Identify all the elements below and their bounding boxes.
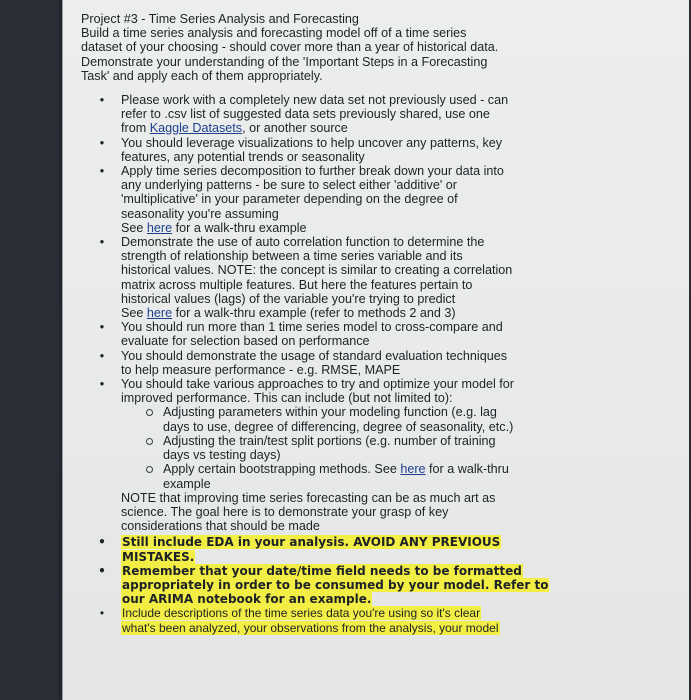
item-line xyxy=(121,306,677,320)
item-line xyxy=(121,121,677,135)
bullet-icon: • xyxy=(99,348,105,363)
item-text: for a walk-thru example (refer to methods 2 and 3) xyxy=(172,306,456,321)
item-line xyxy=(121,550,677,564)
item-line: strength of relationship between a time series variable and its xyxy=(121,249,463,264)
project-title: Project #3 - Time Series Analysis and Forecasting xyxy=(81,12,359,26)
sub-list-item xyxy=(163,405,677,433)
item-line xyxy=(121,592,677,606)
circle-bullet-icon xyxy=(146,438,153,445)
item-line xyxy=(121,535,677,549)
item-text: , or another source xyxy=(242,121,348,136)
item-text: See xyxy=(121,306,147,321)
bullet-icon: • xyxy=(99,164,105,179)
circle-bullet-icon xyxy=(146,409,153,416)
item-line: Adjusting parameters within your modeling function (e.g. lag xyxy=(163,405,497,420)
intro-line: Task' and apply each of them appropriately. xyxy=(81,68,323,83)
circle-bullet-icon xyxy=(146,466,153,473)
list-item xyxy=(99,235,677,321)
highlighted-text: Remember that your date/time field needs to be formatted xyxy=(122,563,522,578)
list-item xyxy=(99,320,677,349)
item-line xyxy=(121,606,677,620)
sub-list-item xyxy=(163,462,677,490)
bullet-icon: • xyxy=(98,535,106,550)
intro-line: Build a time series analysis and forecasting model off of a time series xyxy=(81,26,467,41)
item-text: for a walk-thru xyxy=(425,462,509,477)
item-line xyxy=(163,462,677,476)
bullet-icon: • xyxy=(99,235,105,250)
sub-list-item xyxy=(163,434,677,462)
highlighted-text: what's been analyzed, your observations from the analysis, your model xyxy=(122,620,499,635)
kaggle-datasets-link[interactable]: Kaggle Datasets xyxy=(149,121,243,136)
highlighted-item-datetime xyxy=(98,563,677,607)
list-item xyxy=(99,377,677,491)
bullet-icon: • xyxy=(99,93,105,108)
decomposition-example-link[interactable]: here xyxy=(146,220,173,235)
item-line: You should run more than 1 time series model to cross-compare and xyxy=(121,320,503,335)
sub-list xyxy=(121,405,677,490)
item-text: Apply certain bootstrapping methods. See xyxy=(163,462,401,477)
item-line: historical values (lags) of the variable you're trying to predict xyxy=(121,291,456,306)
highlighted-text: Include descriptions of the time series data you're using so it's clear xyxy=(122,606,481,621)
item-line: 'multiplicative' in your parameter depending on the degree of xyxy=(121,192,458,207)
item-line: seasonality you're assuming xyxy=(121,206,279,221)
document-page xyxy=(62,0,689,700)
acf-example-link[interactable]: here xyxy=(146,306,173,321)
item-line: evaluate for selection based on performance xyxy=(121,334,370,349)
bullet-icon: • xyxy=(99,135,105,150)
note-line: NOTE that improving time series forecasting can be as much art as xyxy=(121,490,496,505)
highlighted-text: appropriately in order to be consumed by your model. Refer to xyxy=(122,577,549,592)
item-line: any underlying patterns - be sure to select either 'additive' or xyxy=(121,178,457,193)
highlighted-text: MISTAKES. xyxy=(122,549,195,564)
item-line: example xyxy=(163,476,211,491)
requirements-list xyxy=(81,93,677,491)
list-item xyxy=(99,93,677,136)
bullet-icon: • xyxy=(99,377,105,392)
bullet-icon: • xyxy=(98,563,106,578)
bullet-icon: • xyxy=(99,320,105,335)
bullet-icon: • xyxy=(99,606,105,621)
bootstrapping-example-link[interactable]: here xyxy=(400,462,426,477)
document-content xyxy=(81,12,677,635)
item-line: Please work with a completely new data set not previously used - can xyxy=(121,93,509,108)
highlighted-text: Still include EDA in your analysis. AVOID ANY PREVIOUS xyxy=(122,535,501,550)
intro-line: dataset of your choosing - should cover more than a year of historical data. xyxy=(81,40,499,55)
note-line: science. The goal here is to demonstrate your grasp of key xyxy=(121,504,449,519)
highlighted-list xyxy=(81,535,677,634)
item-line: to help measure performance - e.g. RMSE, MAPE xyxy=(121,362,401,377)
item-line: You should demonstrate the usage of standard evaluation techniques xyxy=(121,348,508,363)
intro-paragraph xyxy=(81,12,677,83)
list-item xyxy=(99,135,677,164)
intro-line: Demonstrate your understanding of the 'Important Steps in a Forecasting xyxy=(81,54,488,69)
item-line xyxy=(121,221,677,235)
item-text: from xyxy=(121,121,150,136)
item-line: You should take various approaches to try and optimize your model for xyxy=(121,377,514,392)
item-line: matrix across multiple features. But here the features pertain to xyxy=(121,277,473,292)
item-line: features, any potential trends or seasonality xyxy=(121,149,365,164)
item-text: for a walk-thru example xyxy=(172,220,307,235)
list-item xyxy=(99,348,677,377)
item-line: historical values. NOTE: the concept is similar to creating a correlation xyxy=(121,263,513,278)
highlighted-item-descriptions xyxy=(99,606,677,635)
item-line xyxy=(121,564,677,578)
item-text: See xyxy=(121,220,147,235)
item-line xyxy=(121,578,677,592)
item-line: Apply time series decomposition to further break down your data into xyxy=(121,164,504,179)
list-item xyxy=(99,164,677,235)
highlighted-item-eda xyxy=(98,535,677,564)
item-line: improved performance. This can include (but not limited to): xyxy=(121,391,453,406)
item-line: days vs testing days) xyxy=(163,448,281,463)
item-line: days to use, degree of differencing, degree of seasonality, etc.) xyxy=(163,419,514,434)
item-line: refer to .csv list of suggested data sets previously shared, use one xyxy=(121,107,490,122)
item-line: Demonstrate the use of auto correlation function to determine the xyxy=(121,235,485,250)
item-line xyxy=(121,621,677,635)
note-paragraph xyxy=(121,491,677,534)
highlighted-text: our ARIMA notebook for an example. xyxy=(122,592,372,607)
item-line: You should leverage visualizations to help uncover any patterns, key xyxy=(121,135,503,150)
item-line: Adjusting the train/test split portions (e.g. number of training xyxy=(163,433,496,448)
note-line: considerations that should be made xyxy=(121,519,320,534)
